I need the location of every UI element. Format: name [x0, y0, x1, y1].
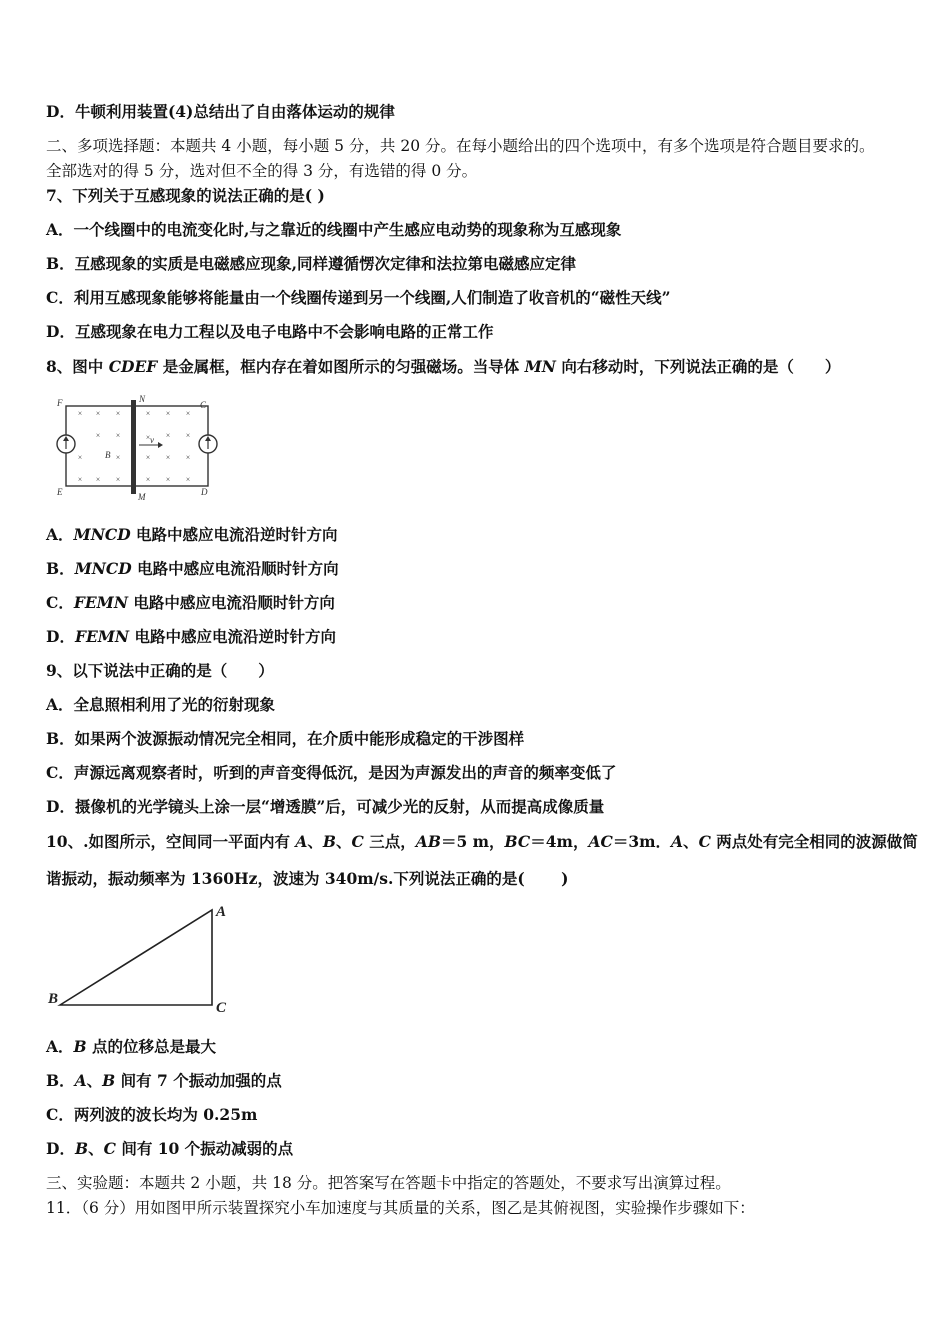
- q7-option-a: A．一个线圈中的电流变化时,与之靠近的线圈中产生感应电动势的现象称为互感现象: [46, 220, 622, 239]
- field-mark: ×: [115, 475, 121, 484]
- q10-option-a: A．B 点的位移总是最大: [46, 1037, 217, 1056]
- q8-option-d: D．FEMN 电路中感应电流沿逆时针方向: [46, 627, 337, 646]
- q7-option-c: C．利用互感现象能够将能量由一个线圈传递到另一个线圈,人们制造了收音机的“磁性天线”: [46, 288, 671, 307]
- label-c: C: [216, 1000, 227, 1016]
- q10-stem-cont: 谐振动，振动频率为 1360Hz，波速为 340m/s.下列说法正确的是( ): [46, 869, 569, 888]
- field-mark: ×: [77, 409, 83, 418]
- field-mark: ×: [77, 475, 83, 484]
- label-c: C: [200, 400, 207, 410]
- metal-frame-figure: [52, 392, 224, 504]
- field-mark: ×: [145, 475, 151, 484]
- label-n: N: [139, 394, 146, 404]
- field-mark: ×: [185, 453, 191, 462]
- field-mark: ×: [145, 433, 151, 442]
- triangle-figure: [44, 900, 244, 1018]
- q8-option-a: A．MNCD 电路中感应电流沿逆时针方向: [46, 525, 338, 544]
- label-a: A: [216, 904, 227, 920]
- label-b: B: [105, 450, 111, 460]
- q10-stem: 10、.如图所示，空间同一平面内有 A、B、C 三点，AB＝5 m，BC＝4m，AC＝3m．A、C 两点处有完全相同的波源做简: [46, 832, 918, 851]
- label-b: B: [48, 991, 59, 1007]
- field-mark: ×: [95, 409, 101, 418]
- q8-stem: 8、图中 CDEF 是金属框，框内存在着如图所示的匀强磁场。当导体 MN 向右移动时，下列说法正确的是（ ）: [46, 357, 841, 376]
- field-mark: ×: [185, 409, 191, 418]
- q10-option-b: B．A、B 间有 7 个振动加强的点: [46, 1071, 282, 1090]
- section2-heading-cont: 全部选对的得 5 分，选对但不全的得 3 分，有选错的得 0 分。: [46, 162, 478, 180]
- field-mark: ×: [145, 453, 151, 462]
- frame-label: CDEF: [108, 357, 158, 376]
- q9-option-d: D．摄像机的光学镜头上涂一层“增透膜”后，可减少光的反射，从而提高成像质量: [46, 797, 605, 816]
- field-mark: ×: [115, 431, 121, 440]
- field-mark: ×: [165, 453, 171, 462]
- field-mark: ×: [165, 409, 171, 418]
- rod-mn: [131, 400, 136, 494]
- q7-option-d: D．互感现象在电力工程以及电子电路中不会影响电路的正常工作: [46, 322, 494, 341]
- field-mark: ×: [165, 431, 171, 440]
- section3-heading: 三、实验题：本题共 2 小题，共 18 分。把答案写在答题卡中指定的答题处，不要求写出演算过程。: [46, 1174, 731, 1192]
- q7-option-b: B．互感现象的实质是电磁感应现象,同样遵循愣次定律和法拉第电磁感应定律: [46, 254, 576, 273]
- label-d: D: [201, 487, 208, 497]
- section2-heading: 二、多项选择题：本题共 4 小题，每小题 5 分，共 20 分。在每小题给出的四个选项中，有多个选项是符合题目要求的。: [46, 137, 875, 155]
- q8-option-b: B．MNCD 电路中感应电流沿顺时针方向: [46, 559, 339, 578]
- q9-stem: 9、以下说法中正确的是（ ）: [46, 661, 274, 680]
- label-f: F: [57, 398, 63, 408]
- field-mark: ×: [95, 475, 101, 484]
- q8-option-c: C．FEMN 电路中感应电流沿顺时针方向: [46, 593, 335, 612]
- label-e: E: [57, 487, 63, 497]
- label-v: v: [150, 435, 154, 445]
- q6-option-d: D．牛顿利用装置(4)总结出了自由落体运动的规律: [46, 102, 395, 121]
- frame-outline: [66, 406, 208, 486]
- field-mark: ×: [77, 453, 83, 462]
- q9-option-c: C．声源远离观察者时，听到的声音变得低沉，是因为声源发出的声音的频率变低了: [46, 763, 617, 782]
- q7-stem: 7、下列关于互感现象的说法正确的是( ): [46, 186, 325, 205]
- field-mark: ×: [185, 431, 191, 440]
- field-mark: ×: [165, 475, 171, 484]
- field-mark: ×: [115, 409, 121, 418]
- q9-option-a: A．全息照相利用了光的衍射现象: [46, 695, 276, 714]
- rod-label: MN: [524, 357, 556, 376]
- q9-option-b: B．如果两个波源振动情况完全相同，在介质中能形成稳定的干涉图样: [46, 729, 525, 748]
- q10-option-d: D．B、C 间有 10 个振动减弱的点: [46, 1139, 294, 1158]
- q11-stem: 11．（6 分）用如图甲所示装置探究小车加速度与其质量的关系，图乙是其俯视图，实验操作步骤如下：: [46, 1199, 755, 1217]
- field-mark: ×: [145, 409, 151, 418]
- field-mark: ×: [115, 453, 121, 462]
- label-m: M: [138, 492, 146, 502]
- field-mark: ×: [185, 475, 191, 484]
- triangle-abc: [60, 910, 212, 1005]
- field-mark: ×: [95, 431, 101, 440]
- q10-option-c: C．两列波的波长均为 0.25m: [46, 1105, 258, 1124]
